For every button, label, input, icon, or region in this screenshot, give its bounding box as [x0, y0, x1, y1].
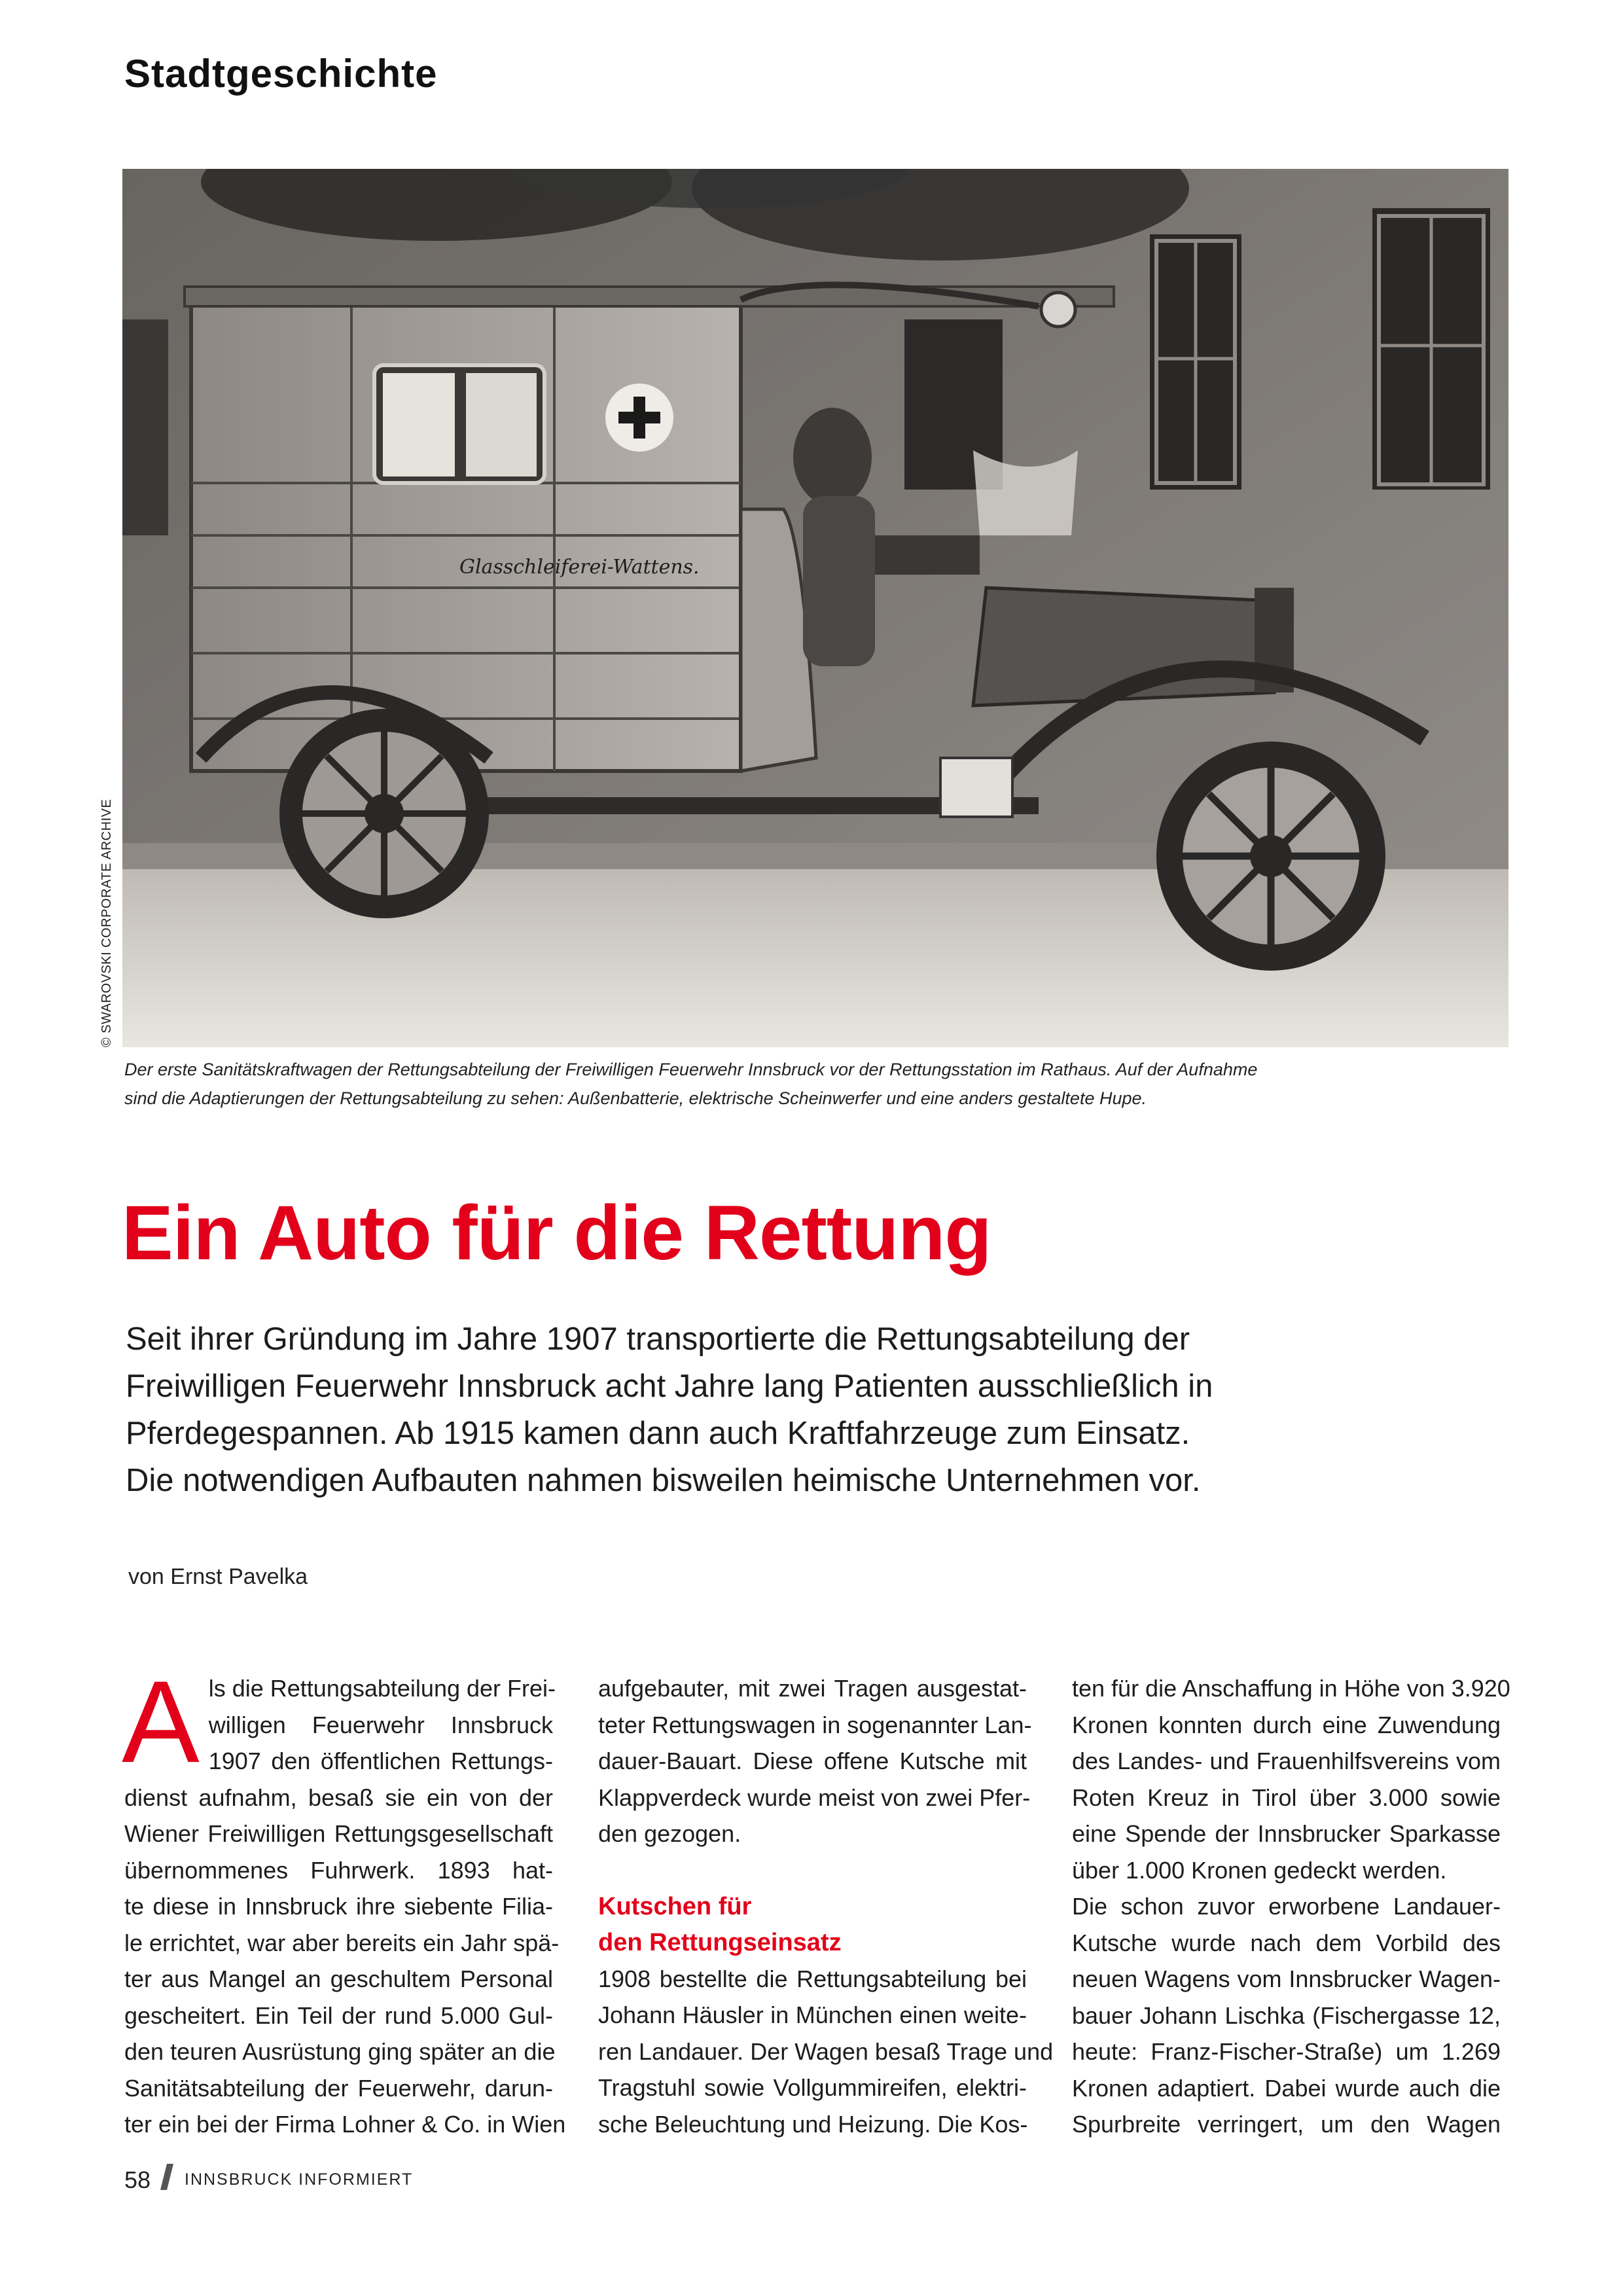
- text-line: ter ein bei der Firma Lohner & Co. in Wien: [124, 2111, 566, 2138]
- text-line: Spurbreite verringert, um den Wagen: [1072, 2111, 1501, 2138]
- article-intro: [126, 1316, 1369, 1504]
- text-line: heute: Franz-Fischer-Straße) um 1.269: [1072, 2038, 1501, 2065]
- vehicle-lettering: Glasschleiferei-Wattens.: [459, 556, 700, 579]
- text-line: ren Landauer. Der Wagen besaß Trage und: [598, 2037, 1054, 2065]
- subheading-line-1: Kutschen für: [598, 1892, 752, 1920]
- text-line: ls die Rettungsabteilung der Frei-: [208, 1675, 556, 1702]
- text-line: ten für die Anschaffung in Höhe von 3.920: [1072, 1675, 1510, 1702]
- intro-line: Seit ihrer Gründung im Jahre 1907 transportierte die Rettungsabteilung der: [126, 1321, 1190, 1357]
- text-line: bauer Johann Lischka (Fischergasse 12,: [1072, 2001, 1501, 2029]
- text-line: neuen Wagens vom Innsbrucker Wagen-: [1072, 1965, 1501, 1992]
- body-column-1: [122, 1657, 566, 2143]
- text-line: le errichtet, war aber bereits ein Jahr spä-: [124, 1929, 560, 1956]
- text-line: 1907 den öffentlichen Rettungs-: [208, 1748, 553, 1774]
- text-line: Kronen konnten durch eine Zuwendung: [1072, 1711, 1501, 1738]
- text-line: 1908 bestellte die Rettungsabteilung bei: [598, 1965, 1027, 1992]
- text-line: ter aus Mangel an geschultem Personal: [124, 1965, 553, 1992]
- photo-illustration: [122, 169, 1508, 1047]
- caption-line-1: Der erste Sanitätskraftwagen der Rettungsabteilung der Freiwilligen Feuerwehr Innsbruck vor der Rettungsstation im Rathaus. Auf der Aufnahme: [124, 1060, 1258, 1079]
- text-line: willigen Feuerwehr Innsbruck: [208, 1711, 553, 1738]
- text-line: sche Beleuchtung und Heizung. Die Kos-: [598, 2110, 1028, 2138]
- photo-credit: © SWAROVSKI CORPORATE ARCHIVE: [99, 798, 114, 1047]
- subheading-line-2: den Rettungseinsatz: [598, 1928, 842, 1956]
- drop-cap: A: [122, 1657, 200, 1787]
- page-number: 58: [124, 2166, 151, 2193]
- paragraph-gap: [598, 1852, 1027, 1889]
- intro-line: Die notwendigen Aufbauten nahmen bisweilen heimische Unternehmen vor.: [126, 1463, 1201, 1498]
- text-line: Die schon zuvor erworbene Landauer-: [1072, 1893, 1501, 1920]
- text-line: gescheitert. Ein Teil der rund 5.000 Gul-: [124, 2001, 553, 2029]
- text-line: übernommenes Fuhrwerk. 1893 hat-: [124, 1856, 553, 1884]
- footer-divider: [160, 2164, 173, 2190]
- intro-line: Pferdegespannen. Ab 1915 kamen dann auch Kraftfahrzeuge zum Einsatz.: [126, 1416, 1190, 1451]
- text-line: Wiener Freiwilligen Rettungsgesellschaft: [124, 1820, 553, 1847]
- body-column-2: [598, 1670, 1054, 2142]
- body-column-3: [1072, 1670, 1510, 2143]
- intro-line: Freiwilligen Feuerwehr Innsbruck acht Jahre lang Patienten ausschließlich in: [126, 1369, 1213, 1404]
- text-line: eine Spende der Innsbrucker Sparkasse: [1072, 1820, 1501, 1847]
- author-byline: von Ernst Pavelka: [128, 1564, 308, 1589]
- text-line: dauer-Bauart. Diese offene Kutsche mit: [598, 1748, 1027, 1774]
- text-line: Kutsche wurde nach dem Vorbild des: [1072, 1929, 1501, 1956]
- text-line: den gezogen.: [598, 1820, 741, 1847]
- publication-name: INNSBRUCK INFORMIERT: [185, 2170, 414, 2189]
- text-line: teter Rettungswagen in sogenannter Lan-: [598, 1711, 1032, 1738]
- photo-caption: [124, 1055, 1368, 1113]
- text-line: den teuren Ausrüstung ging später an die: [124, 2038, 556, 2065]
- text-line: des Landes- und Frauenhilfsvereins vom: [1072, 1748, 1501, 1774]
- historic-ambulance-photo: [122, 169, 1508, 1047]
- caption-line-2: sind die Adaptierungen der Rettungsabteilung zu sehen: Außenbatterie, elektrische Scheinwerfer und eine anders gestaltete Hupe.: [124, 1088, 1147, 1108]
- text-line: Klappverdeck wurde meist von zwei Pfer-: [598, 1784, 1031, 1811]
- text-line: Kronen adaptiert. Dabei wurde auch die: [1072, 2074, 1501, 2102]
- text-line: te diese in Innsbruck ihre siebente Filia-: [124, 1893, 553, 1920]
- text-line: Tragstuhl sowie Vollgummireifen, elektri-: [598, 2074, 1027, 2101]
- section-label: Stadtgeschichte: [124, 52, 438, 96]
- text-line: über 1.000 Kronen gedeckt werden.: [1072, 1856, 1447, 1884]
- text-line: Johann Häusler in München einen weite-: [598, 2001, 1027, 2028]
- text-line: Sanitätsabteilung der Feuerwehr, darun-: [124, 2074, 553, 2102]
- text-line: dienst aufnahm, besaß sie ein von der: [124, 1784, 553, 1811]
- article-headline: Ein Auto für die Rettung: [122, 1190, 991, 1276]
- text-line: Roten Kreuz in Tirol über 3.000 sowie: [1072, 1784, 1501, 1811]
- text-line: aufgebauter, mit zwei Tragen ausgestat-: [598, 1675, 1027, 1702]
